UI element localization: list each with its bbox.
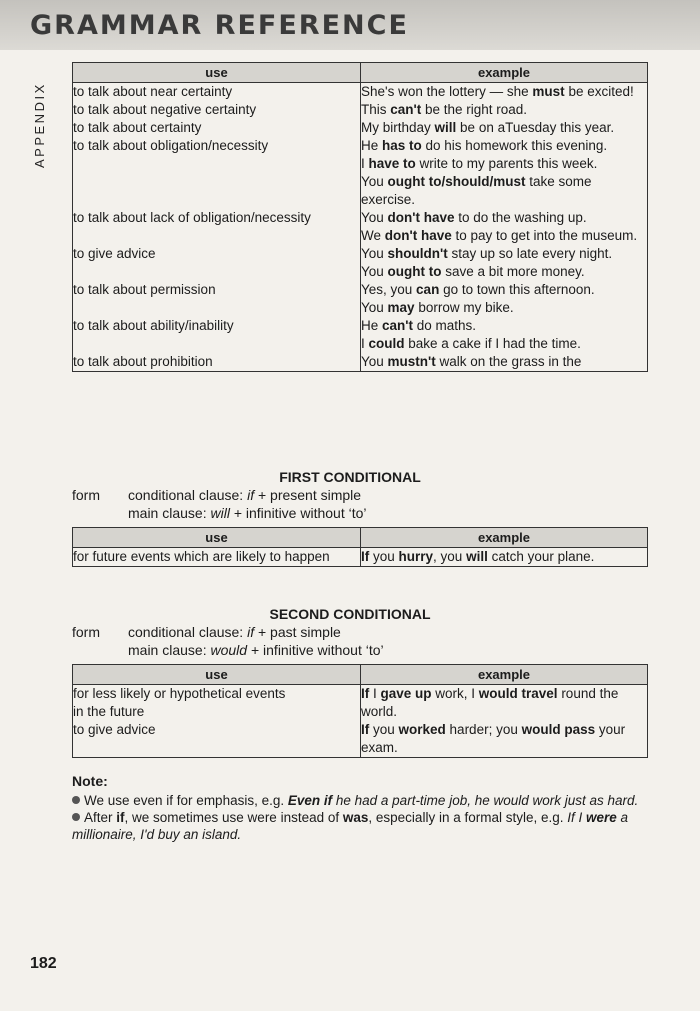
example-cell [361,281,648,317]
example-text: She's won the lottery — she must be excited! [361,84,634,99]
use-cell [73,353,361,372]
second-conditional-title: SECOND CONDITIONAL [269,606,431,622]
use-cell [73,101,361,209]
second-conditional-form-label: form [72,624,100,640]
use-text: to talk about lack of obligation/necessity [73,210,311,225]
first-conditional-form-label: form [72,487,100,503]
example-column-header: example [361,665,648,685]
example-cell [361,317,648,353]
table-row [73,353,648,372]
modal-verbs-table [72,62,648,372]
modal-verbs-table-body [73,83,648,372]
example-text: You may borrow my bike. [361,300,514,315]
example-text: I could bake a cake if I had the time. [361,336,581,351]
table-header-row [73,665,648,685]
use-text: for future events which are likely to happen [73,549,330,564]
use-column-header: use [73,665,361,685]
use-cell [73,83,361,102]
example-text: You shouldn't stay up so late every night. [361,246,613,261]
first-conditional-form-line: conditional clause: if + present simple [128,487,362,503]
note-item-text: We use even if for emphasis, e.g. Even if he had a part-time job, he would work just as hard. [84,793,639,808]
example-cell [361,245,648,281]
page-number: 182 [30,955,57,972]
example-text: Yes, you can go to town this afternoon. [361,282,595,297]
example-column-header: example [361,63,648,83]
use-text: in the future [73,704,145,719]
example-text: If you hurry, you will catch your plane. [361,549,595,564]
table-row [73,245,648,281]
use-column-header: use [73,528,361,548]
example-cell [361,685,648,758]
table-row [73,685,648,758]
table-row [73,101,648,209]
note-item-text: After if, we sometimes use were instead of was, especially in a formal style, e.g. If I were a millionaire, I'd buy an island. [72,810,629,842]
use-text: to talk about permission [73,282,216,297]
first-conditional-table [72,527,648,567]
appendix-side-label: APPENDIX [32,82,47,168]
use-cell [73,317,361,353]
use-text: to talk about near certainty [73,84,233,99]
use-cell [73,548,361,567]
use-text: to talk about negative certainty [73,102,257,117]
second-conditional-table [72,664,648,758]
example-text: You ought to save a bit more money. [361,264,585,279]
use-text: to talk about ability/inability [73,318,234,333]
use-text: to give advice [73,722,156,737]
use-text: to give advice [73,246,156,261]
first-conditional-table-body [73,548,648,567]
example-cell [361,209,648,245]
bullet-icon [72,796,80,804]
use-text: for less likely or hypothetical events [73,686,286,701]
example-text: He has to do his homework this evening. [361,138,608,153]
note-item [72,792,652,809]
second-conditional-table-body [73,685,648,758]
table-row [73,317,648,353]
use-cell [73,209,361,245]
first-conditional-title: FIRST CONDITIONAL [279,469,421,485]
bullet-icon [72,813,80,821]
first-conditional-form-line: main clause: will + infinitive without ‘to’ [128,505,367,521]
table-header-row [73,528,648,548]
example-text: You mustn't walk on the grass in the [361,354,582,369]
use-text: to talk about prohibition [73,354,213,369]
example-text: I have to write to my parents this week. [361,156,598,171]
example-text: My birthday will be on aTuesday this year. [361,120,615,135]
example-text: We don't have to pay to get into the museum. [361,228,638,243]
table-row [73,83,648,102]
table-header-row [73,63,648,83]
table-row [73,209,648,245]
use-text: to talk about certainty [73,120,202,135]
use-column-header: use [73,63,361,83]
second-conditional-form-line: main clause: would + infinitive without ‘to’ [128,642,384,658]
example-text: If I gave up work, I would travel round the world. [361,686,619,719]
example-text: This can't be the right road. [361,102,528,117]
note-item [72,809,652,843]
table-row [73,281,648,317]
second-conditional-form-line: conditional clause: if + past simple [128,624,341,640]
use-cell [73,281,361,317]
example-cell [361,101,648,209]
use-cell [73,245,361,281]
page-title: GRAMMAR REFERENCE [30,10,409,41]
use-cell [73,685,361,758]
example-text: If you worked harder; you would pass your exam. [361,722,626,755]
example-text: You ought to/should/must take some exercise. [361,174,592,207]
example-cell [361,83,648,102]
example-text: You don't have to do the washing up. [361,210,587,225]
note-title: Note: [72,773,108,789]
example-column-header: example [361,528,648,548]
table-row [73,548,648,567]
example-text: He can't do maths. [361,318,477,333]
example-cell [361,353,648,372]
example-cell [361,548,648,567]
use-text: to talk about obligation/necessity [73,138,269,153]
